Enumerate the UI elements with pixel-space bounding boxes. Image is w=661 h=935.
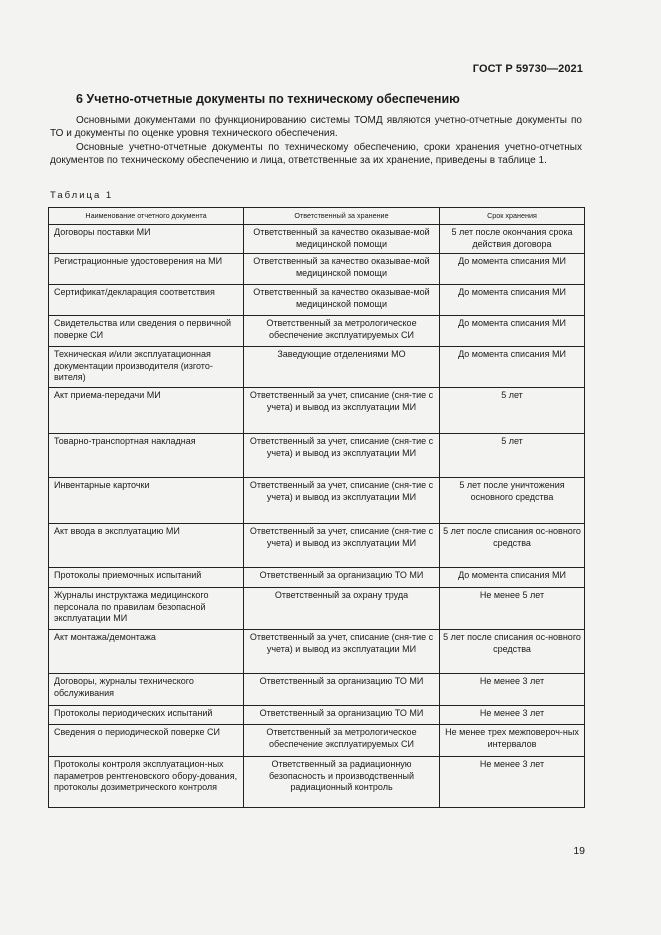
cell-document: Договоры поставки МИ bbox=[49, 225, 244, 254]
column-header-document: Наименование отчетного документа bbox=[49, 208, 244, 225]
cell-responsible: Ответственный за учет, списание (сня-тие с учета) и вывод из эксплуатации МИ bbox=[244, 433, 440, 477]
cell-retention: 5 лет после уничтожения основного средства bbox=[440, 477, 585, 523]
cell-retention: Не менее 3 лет bbox=[440, 756, 585, 807]
cell-responsible: Ответственный за метрологическое обеспечение эксплуатируемых СИ bbox=[244, 724, 440, 756]
cell-responsible: Ответственный за охрану труда bbox=[244, 587, 440, 629]
cell-document: Техническая и/или эксплуатационная документации производителя (изгото-вителя) bbox=[49, 347, 244, 388]
column-header-retention: Срок хранения bbox=[440, 208, 585, 225]
cell-responsible: Ответственный за учет, списание (сня-тие с учета) и вывод из эксплуатации МИ bbox=[244, 523, 440, 567]
table-row bbox=[49, 285, 585, 316]
cell-document: Товарно-транспортная накладная bbox=[49, 433, 244, 477]
cell-document: Регистрационные удостоверения на МИ bbox=[49, 254, 244, 285]
section-title: 6 Учетно-отчетные документы по техническому обеспечению bbox=[76, 92, 460, 106]
table-row bbox=[49, 629, 585, 673]
table-row bbox=[49, 477, 585, 523]
paragraph-2: Основные учетно-отчетные документы по техническому обеспечению, сроки хранения учетно-отчетных документов по техническому обеспечению и лица, ответственные за их хранение, приведены в таблице 1. bbox=[50, 142, 582, 167]
cell-document: Акт ввода в эксплуатацию МИ bbox=[49, 523, 244, 567]
cell-retention: До момента списания МИ bbox=[440, 285, 585, 316]
table-row bbox=[49, 523, 585, 567]
standard-header: ГОСТ Р 59730—2021 bbox=[472, 63, 583, 75]
cell-responsible: Ответственный за метрологическое обеспечение эксплуатируемых СИ bbox=[244, 316, 440, 347]
cell-document: Свидетельства или сведения о первичной поверке СИ bbox=[49, 316, 244, 347]
cell-responsible: Ответственный за радиационную безопасность и производственный радиационный контроль bbox=[244, 756, 440, 807]
cell-document: Договоры, журналы технического обслуживания bbox=[49, 673, 244, 705]
table-row bbox=[49, 433, 585, 477]
cell-retention: До момента списания МИ bbox=[440, 567, 585, 587]
table-row bbox=[49, 387, 585, 433]
cell-document: Сертификат/декларация соответствия bbox=[49, 285, 244, 316]
table-row bbox=[49, 225, 585, 254]
table-row bbox=[49, 724, 585, 756]
cell-retention: До момента списания МИ bbox=[440, 254, 585, 285]
cell-document: Инвентарные карточки bbox=[49, 477, 244, 523]
cell-responsible: Ответственный за учет, списание (сня-тие с учета) и вывод из эксплуатации МИ bbox=[244, 629, 440, 673]
cell-retention: 5 лет bbox=[440, 387, 585, 433]
cell-responsible: Заведующие отделениями МО bbox=[244, 347, 440, 388]
cell-document: Протоколы периодических испытаний bbox=[49, 705, 244, 724]
cell-document: Акт монтажа/демонтажа bbox=[49, 629, 244, 673]
table-row bbox=[49, 254, 585, 285]
cell-retention: 5 лет после списания ос-новного средства bbox=[440, 629, 585, 673]
cell-responsible: Ответственный за организацию ТО МИ bbox=[244, 705, 440, 724]
table-row bbox=[49, 316, 585, 347]
table-body bbox=[49, 225, 585, 808]
cell-document: Акт приема-передачи МИ bbox=[49, 387, 244, 433]
table-row bbox=[49, 756, 585, 807]
column-header-responsible: Ответственный за хранение bbox=[244, 208, 440, 225]
cell-document: Протоколы контроля эксплуатацион-ных параметров рентгеновского обору-дования, протоколы дозиметрического контроля bbox=[49, 756, 244, 807]
cell-retention: До момента списания МИ bbox=[440, 316, 585, 347]
table-row bbox=[49, 347, 585, 388]
table-row bbox=[49, 705, 585, 724]
cell-retention: Не менее 5 лет bbox=[440, 587, 585, 629]
table-row bbox=[49, 567, 585, 587]
table-row bbox=[49, 587, 585, 629]
cell-retention: 5 лет bbox=[440, 433, 585, 477]
cell-responsible: Ответственный за качество оказывае-мой медицинской помощи bbox=[244, 285, 440, 316]
cell-responsible: Ответственный за организацию ТО МИ bbox=[244, 567, 440, 587]
cell-retention: Не менее 3 лет bbox=[440, 705, 585, 724]
cell-responsible: Ответственный за учет, списание (сня-тие с учета) и вывод из эксплуатации МИ bbox=[244, 477, 440, 523]
cell-responsible: Ответственный за учет, списание (сня-тие с учета) и вывод из эксплуатации МИ bbox=[244, 387, 440, 433]
cell-retention: 5 лет после списания ос-новного средства bbox=[440, 523, 585, 567]
table-row bbox=[49, 673, 585, 705]
cell-retention: Не менее 3 лет bbox=[440, 673, 585, 705]
table-header-row bbox=[49, 208, 585, 225]
documents-table bbox=[48, 207, 585, 808]
page-number: 19 bbox=[573, 845, 585, 857]
cell-retention: 5 лет после окончания срока действия договора bbox=[440, 225, 585, 254]
paragraph-1: Основными документами по функционированию системы ТОМД являются учетно-отчетные документы по ТО и документы по оценке уровня технического обеспечения. bbox=[50, 115, 582, 140]
cell-document: Сведения о периодической поверке СИ bbox=[49, 724, 244, 756]
table-caption: Таблица 1 bbox=[50, 190, 114, 201]
cell-responsible: Ответственный за организацию ТО МИ bbox=[244, 673, 440, 705]
cell-retention: До момента списания МИ bbox=[440, 347, 585, 388]
cell-document: Протоколы приемочных испытаний bbox=[49, 567, 244, 587]
cell-document: Журналы инструктажа медицинского персонала по правилам безопасной эксплуатации МИ bbox=[49, 587, 244, 629]
cell-responsible: Ответственный за качество оказывае-мой медицинской помощи bbox=[244, 225, 440, 254]
cell-responsible: Ответственный за качество оказывае-мой медицинской помощи bbox=[244, 254, 440, 285]
cell-retention: Не менее трех межповероч-ных интервалов bbox=[440, 724, 585, 756]
